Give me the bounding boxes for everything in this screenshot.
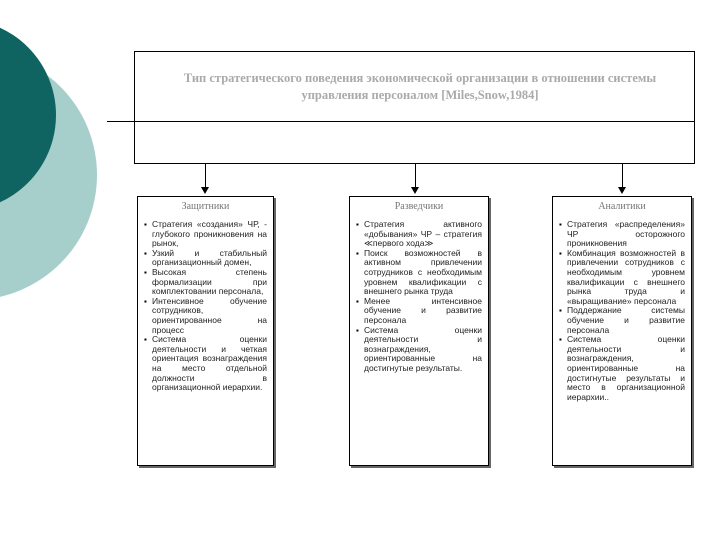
decorative-circles	[0, 0, 110, 540]
arrow-analyzers	[618, 187, 626, 194]
title-line-2: управления персоналом [Miles,Snow,1984]	[301, 88, 539, 102]
column-title: Разведчики	[394, 201, 444, 212]
list-item: ▪ Поддержание системы обучение и развитие персонала	[560, 306, 685, 335]
list-item: ▪ Высокая степень формализации при комплектовании персонала,	[145, 268, 267, 297]
list-item: ▪ Комбинация возможностей в привлечении сотрудников с необходимым уровнем квалификации с внешнего рынка труда и «выращивание» персонала	[560, 249, 685, 307]
connector-defenders	[205, 164, 206, 187]
list-item: ▪ Система оценки деятельности и вознаграждения, ориентированные на достигнутые результаты и место в организационной иерархии..	[560, 335, 685, 402]
column-list	[553, 220, 691, 402]
title-divider	[107, 121, 695, 122]
list-item: ▪ Узкий и стабильный организационный домен,	[145, 249, 267, 268]
list-item: ▪ Система оценки деятельности и четкая ориентация вознаграждения на место отдельной должности в организационной иерархии.	[145, 335, 267, 393]
column-title: Аналитики	[598, 201, 646, 212]
arrow-defenders	[201, 187, 209, 194]
list-item: ▪ Стратегия «создания» ЧР, - глубокого проникновения на рынок,	[145, 220, 267, 249]
list-item: ▪ Стратегия «распределения» ЧР осторожного проникновения	[560, 220, 685, 249]
list-item: ▪ Поиск возможностей в активном привлечении сотрудников с необходимым уровнем квалификации с внешнего рынка труда	[357, 249, 482, 297]
list-item: ▪ Интенсивное обучение сотрудников, ориентированное на процесс	[145, 297, 267, 335]
list-item: ▪ Менее интенсивное обучение и развитие персонала	[357, 297, 482, 326]
diagram-title	[140, 70, 700, 104]
column-defenders	[137, 196, 274, 466]
column-title: Защитники	[181, 201, 230, 212]
title-line-1: Тип стратегического поведения экономической организации в отношении системы	[183, 71, 657, 85]
column-list	[138, 220, 273, 393]
list-item: ▪ Стратегия активного «добывания» ЧР – стратегия ≪первого хода≫	[357, 220, 482, 249]
column-list	[350, 220, 488, 374]
arrow-prospectors	[411, 187, 419, 194]
connector-analyzers	[622, 164, 623, 187]
list-item: ▪ Система оценки деятельности и вознаграждения, ориентированные на достигнутые результаты.	[357, 326, 482, 374]
connector-prospectors	[415, 164, 416, 187]
column-analyzers	[552, 196, 692, 466]
column-prospectors	[349, 196, 489, 466]
title-box	[134, 51, 695, 164]
